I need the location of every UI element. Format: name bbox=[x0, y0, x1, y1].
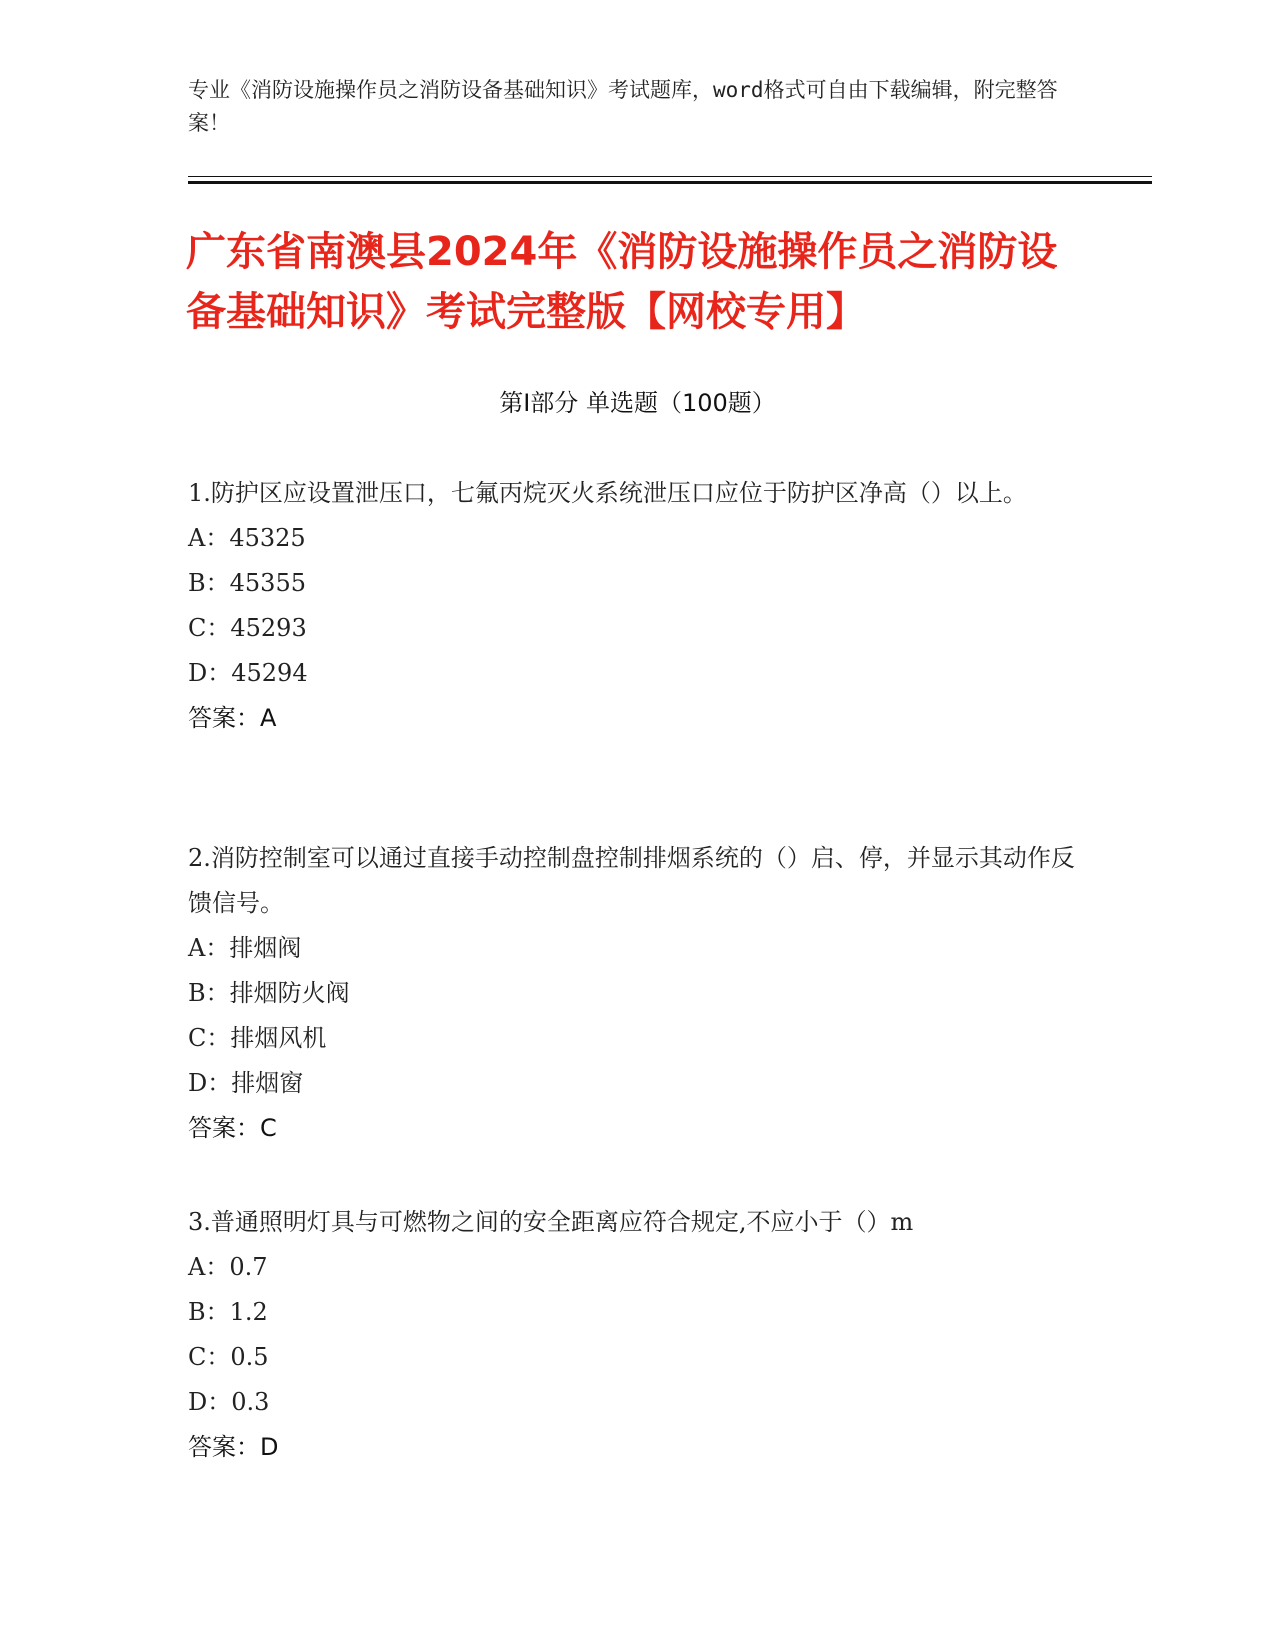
question-1 bbox=[188, 471, 1088, 741]
section-heading: 第I部分 单选题（100题） bbox=[499, 389, 776, 417]
option-b: B：1.2 bbox=[188, 1298, 268, 1326]
answer-line bbox=[188, 1425, 1088, 1470]
answer-prefix: 答案： bbox=[188, 704, 260, 732]
question-2 bbox=[188, 836, 1088, 1151]
header-divider-thick bbox=[188, 181, 1152, 184]
question-stem: 1.防护区应设置泄压口，七氟丙烷灭火系统泄压口应位于防护区净高（）以上。 bbox=[188, 479, 1027, 507]
option-d: D：排烟窗 bbox=[188, 1069, 304, 1097]
option-b: B：排烟防火阀 bbox=[188, 979, 350, 1007]
option-a: A：0.7 bbox=[188, 1253, 268, 1281]
answer-line bbox=[188, 1106, 1088, 1151]
question-stem: 3.普通照明灯具与可燃物之间的安全距离应符合规定,不应小于（）m bbox=[188, 1208, 914, 1236]
answer-value: D bbox=[260, 1433, 279, 1461]
option-d: D：45294 bbox=[188, 659, 308, 687]
answer-prefix: 答案： bbox=[188, 1114, 260, 1142]
question-3 bbox=[188, 1200, 1088, 1470]
answer-value: A bbox=[260, 704, 277, 732]
answer-prefix: 答案： bbox=[188, 1433, 260, 1461]
option-a: A：排烟阀 bbox=[188, 934, 302, 962]
option-d: D：0.3 bbox=[188, 1388, 270, 1416]
answer-line bbox=[188, 696, 1088, 741]
option-a: A：45325 bbox=[188, 524, 306, 552]
option-c: C：0.5 bbox=[188, 1343, 269, 1371]
document-title: 广东省南澳县2024年《消防设施操作员之消防设备基础知识》考试完整版【网校专用】 bbox=[186, 229, 1058, 335]
option-c: C：排烟风机 bbox=[188, 1024, 327, 1052]
answer-value: C bbox=[260, 1114, 277, 1142]
option-c: C：45293 bbox=[188, 614, 307, 642]
question-stem: 2.消防控制室可以通过直接手动控制盘控制排烟系统的（）启、停，并显示其动作反馈信号。 bbox=[188, 844, 1075, 917]
header-divider-thin bbox=[188, 176, 1152, 177]
option-b: B：45355 bbox=[188, 569, 306, 597]
header-note: 专业《消防设施操作员之消防设备基础知识》考试题库，word格式可自由下载编辑，附完整答案！ bbox=[188, 78, 1058, 135]
